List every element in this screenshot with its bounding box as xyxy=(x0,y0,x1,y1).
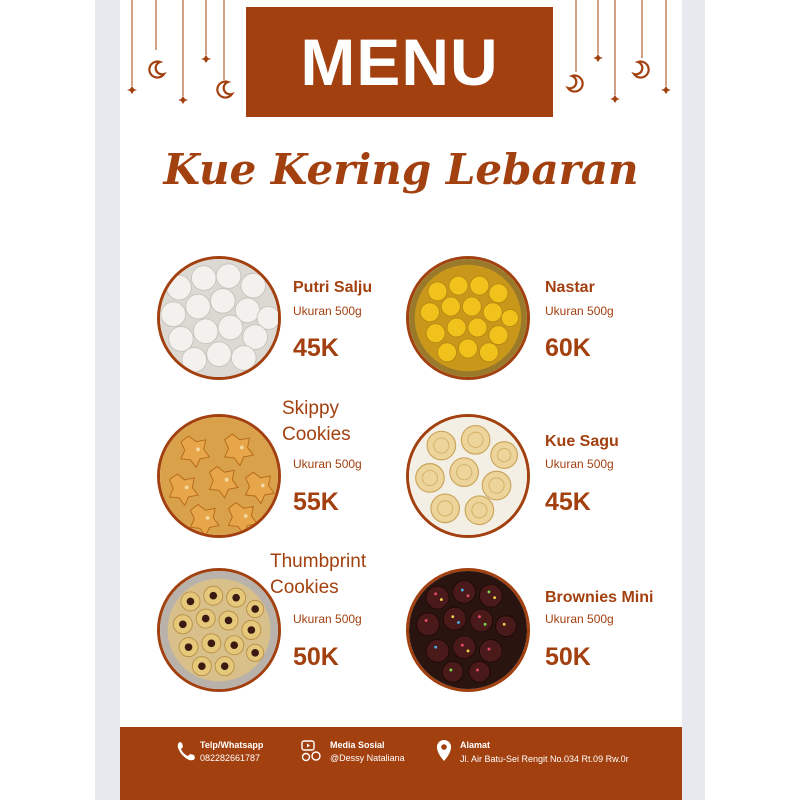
brownies-mini-size: Ukuran 500g xyxy=(545,612,614,626)
putri-salju-photo-icon xyxy=(157,256,281,380)
social-value: @Dessy Nataliana xyxy=(330,753,405,763)
skippy-cookies-name-line1: Skippy xyxy=(282,398,340,419)
skippy-cookies-price: 55K xyxy=(293,488,339,516)
right-margin-panel xyxy=(682,0,705,800)
menu-title-banner xyxy=(246,7,553,117)
menu-title: MENU xyxy=(300,25,499,99)
brownies-mini-price: 50K xyxy=(545,643,591,671)
thumbprint-cookies-photo-icon xyxy=(157,568,281,692)
kue-sagu-size: Ukuran 500g xyxy=(545,457,614,471)
skippy-cookies-photo-icon xyxy=(157,414,281,538)
left-margin-panel xyxy=(95,0,120,800)
location-pin-icon xyxy=(433,739,455,763)
menu-subtitle: Kue Kering Lebaran xyxy=(163,145,639,194)
kue-sagu-photo-icon xyxy=(406,414,530,538)
phone-value: 082282661787 xyxy=(200,753,261,763)
putri-salju-size: Ukuran 500g xyxy=(293,304,362,318)
address-label: Alamat xyxy=(460,740,491,750)
nastar-name: Nastar xyxy=(545,279,595,296)
brownies-mini-name: Brownies Mini xyxy=(545,589,654,606)
nastar-price: 60K xyxy=(545,334,591,362)
putri-salju-name: Putri Salju xyxy=(293,279,373,296)
skippy-cookies-name-line2: Cookies xyxy=(282,424,351,445)
address-value: Jl. Air Batu-Sei Rengit No.034 Rt.09 Rw.0r xyxy=(460,754,629,764)
phone-icon xyxy=(175,739,197,763)
phone-label: Telp/Whatsapp xyxy=(200,740,264,750)
skippy-cookies-size: Ukuran 500g xyxy=(293,457,362,471)
nastar-size: Ukuran 500g xyxy=(545,304,614,318)
brownies-mini-photo-icon xyxy=(406,568,530,692)
thumbprint-cookies-name-line2: Cookies xyxy=(270,577,339,598)
thumbprint-cookies-name-line1: Thumbprint xyxy=(270,551,367,572)
nastar-photo-icon xyxy=(406,256,530,380)
kue-sagu-price: 45K xyxy=(545,488,591,516)
thumbprint-cookies-size: Ukuran 500g xyxy=(293,612,362,626)
contact-footer xyxy=(120,727,682,800)
kue-sagu-name: Kue Sagu xyxy=(545,433,619,450)
menu-poster xyxy=(120,0,682,800)
social-label: Media Sosial xyxy=(330,740,385,750)
thumbprint-cookies-price: 50K xyxy=(293,643,339,671)
social-media-icon xyxy=(300,739,322,763)
putri-salju-price: 45K xyxy=(293,334,339,362)
